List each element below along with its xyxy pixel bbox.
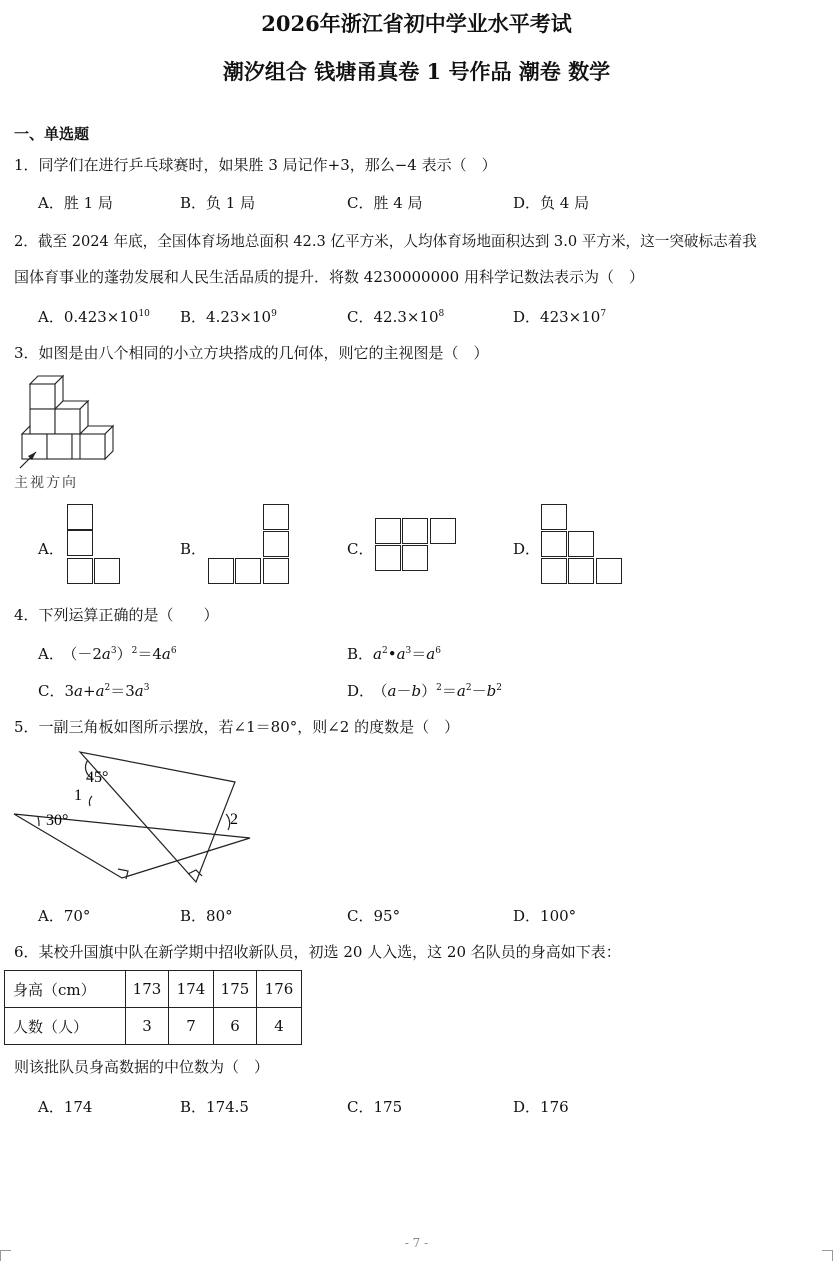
angle-30-label: 30° (46, 812, 69, 829)
q1-option-b: B．负 1 局 (180, 194, 256, 212)
q6-stem: 6．某校升国旗中队在新学期中招收新队员，初选 20 人入选，这 20 名队员的身高如下表： (14, 943, 621, 961)
q6-height-table (4, 970, 302, 1045)
q6-option-d: D．176 (513, 1098, 569, 1116)
q6-option-b: B．174.5 (180, 1098, 249, 1116)
q6-option-a: A．174 (38, 1098, 93, 1116)
table-cell: 7 (169, 1008, 214, 1045)
q5-stem: 5．一副三角板如图所示摆放，若∠1＝80°，则∠2 的度数是（ ） (14, 718, 460, 736)
q4-option-a: A． $(-2a^3)^2=4a^6$ (38, 645, 177, 663)
q2-option-d: D．$423\times 10^7$ (513, 308, 607, 326)
table-cell: 身高（cm） (5, 971, 126, 1008)
exam-title: 2026年浙江省初中学业水平考试 (261, 11, 572, 36)
q3-option-d-label: D． (513, 540, 541, 558)
table-cell: 173 (126, 971, 169, 1008)
q4-option-d: D． $(a-b)^2=a^2-b^2$ (347, 682, 502, 700)
q5-option-a: A．70° (38, 907, 91, 925)
q3-view-direction-caption: 主视方向 (14, 475, 78, 491)
q6-option-c: C．175 (347, 1098, 403, 1116)
q4-stem: 4．下列运算正确的是（ ） (14, 606, 219, 624)
exam-subtitle: 潮汐组合 钱塘甬真卷 1 号作品 潮卷 数学 (222, 59, 611, 84)
q4-option-c: C．$3a+a^2=3a^3$ (38, 682, 150, 700)
page-number: - 7 - (404, 1236, 429, 1250)
table-cell: 174 (169, 971, 214, 1008)
page-corner-mark (0, 1250, 11, 1261)
angle-1-label: 1 (74, 787, 82, 804)
q5-option-d: D．100° (513, 907, 577, 925)
table-cell: 176 (257, 971, 302, 1008)
table-cell: 4 (257, 1008, 302, 1045)
q3-stem: 3．如图是由八个相同的小立方块搭成的几何体，则它的主视图是（ ） (14, 344, 489, 362)
q5-triangle-figure (10, 748, 260, 888)
q3-option-a-label: A． (38, 540, 64, 558)
q2-option-b: B．$4.23\times 10^9$ (180, 308, 277, 326)
section-label: 一、单选题 (14, 125, 90, 143)
q3-cube-figure (10, 372, 120, 472)
q1-option-c: C．胜 4 局 (347, 194, 423, 212)
page-corner-mark (822, 1250, 833, 1261)
q1-option-d: D．负 4 局 (513, 194, 590, 212)
table-cell: 3 (126, 1008, 169, 1045)
q6-question: 则该批队员身高数据的中位数为（ ） (14, 1058, 270, 1076)
q2-stem-line2: 国体育事业的蓬勃发展和人民生活品质的提升．将数 4230000000 用科学记数法表示为（ ） (14, 268, 644, 286)
q3-option-c-label: C． (347, 540, 374, 558)
table-cell: 175 (214, 971, 257, 1008)
table-row (5, 1008, 302, 1045)
table-row (5, 971, 302, 1008)
q2-stem-line1: 2．截至 2024 年底，全国体育场地总面积 42.3 亿平方米，人均体育场地面积达到 3.0 平方米，这一突破标志着我 (14, 233, 757, 250)
q1-stem: 1．同学们在进行乒乓球赛时，如果胜 3 局记作+3，那么−4 表示（ ） (14, 156, 497, 174)
q1-option-a: A．胜 1 局 (38, 194, 113, 212)
q5-option-c: C．95° (347, 907, 401, 925)
angle-2-label: 2 (230, 811, 238, 828)
table-cell: 人数（人） (5, 1008, 126, 1045)
q5-option-b: B．80° (180, 907, 233, 925)
q2-option-a: A．$0.423\times 10^{10}$ (38, 308, 150, 326)
angle-45-label: 45° (86, 769, 109, 786)
table-cell: 6 (214, 1008, 257, 1045)
q3-option-b-label: B． (180, 540, 207, 558)
q4-option-b: B．$a^2•a^3=a^6$ (347, 645, 441, 663)
q2-option-c: C．$42.3\times 10^8$ (347, 308, 445, 326)
